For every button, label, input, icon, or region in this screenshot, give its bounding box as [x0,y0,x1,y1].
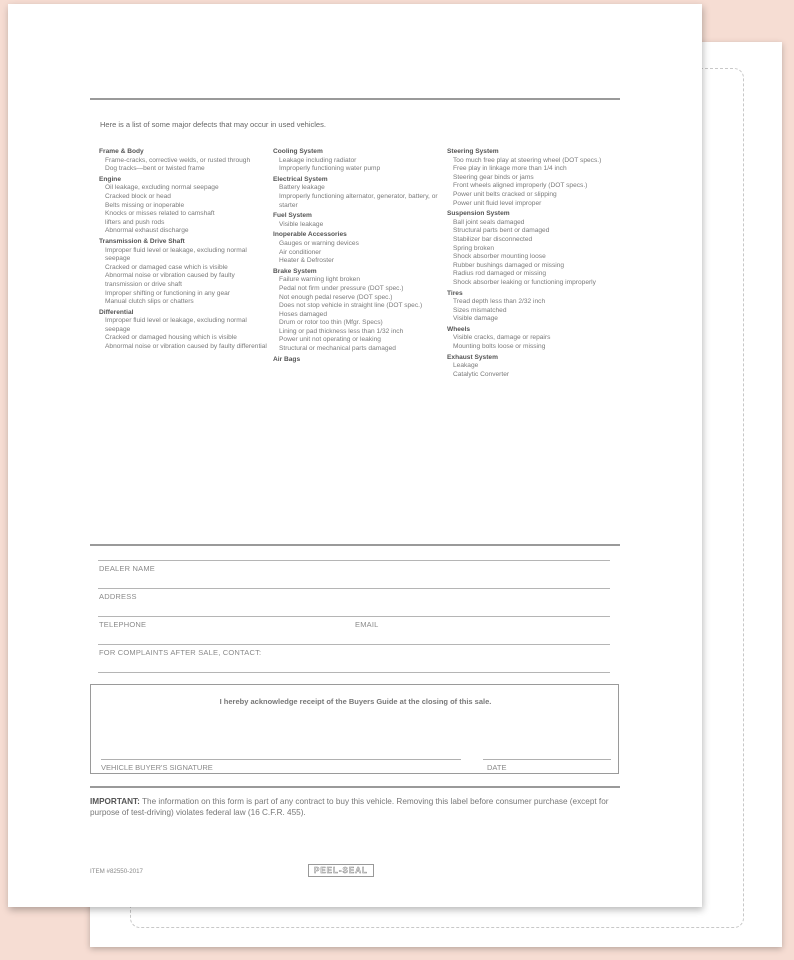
defect-item: Rubber bushings damaged or missing [453,261,565,269]
defect-item: Does not stop vehicle in straight line (DOT spec.) [279,302,423,310]
defect-item: Abnormal exhaust discharge [105,227,189,235]
defect-item: Power unit fluid level improper [453,199,542,207]
defect-section-title: Electrical System [273,175,328,183]
signature-line[interactable] [101,759,461,760]
defect-section-title: Steering System [447,148,499,155]
defect-item: Power unit belts cracked or slipping [453,190,557,198]
defect-item: Radius rod damaged or missing [453,270,547,278]
defect-section-title: Inoperable Accessories [273,231,347,239]
defect-item: Too much free play at steering wheel (DOT specs.) [453,156,602,164]
defect-item: Lining or pad thickness less than 1/32 inch [279,327,404,335]
defect-item: Tread depth less than 2/32 inch [453,298,546,306]
defect-section-title: Engine [99,175,121,183]
defect-item: Oil leakage, excluding normal seepage [105,184,219,192]
acknowledgment-box [90,684,619,774]
defect-item: Shock absorber mounting loose [453,253,546,261]
defect-item: Power unit not operating or leaking [279,336,381,344]
defect-section-title: Differential [99,308,134,316]
buyers-guide-page [8,4,702,907]
address-label: ADDRESS [99,592,137,601]
defect-section-title: Exhaust System [447,353,498,361]
defect-item: Leakage [453,362,479,370]
defect-item: Dog tracks—bent or twisted frame [105,165,205,173]
email-label: EMAIL [355,620,379,629]
defect-item: Knocks or misses related to camshaft [105,210,215,218]
address-line[interactable] [98,616,610,617]
defect-item: Structural or mechanical parts damaged [279,345,396,353]
defect-item: Structural parts bent or damaged [453,227,550,235]
defect-item: Improperly functioning water pump [279,165,381,173]
peel-seal-logo: PEEL-SEAL [308,864,374,877]
defect-item: Mounting bolts loose or missing [453,343,546,351]
defect-item: Front wheels aligned improperly (DOT specs.) [453,182,588,190]
defect-item: Improperly functioning alternator, generator, battery, or starter [279,192,438,209]
defect-item: Air conditioner [279,248,322,256]
defect-item: lifters and push rods [105,218,165,226]
defects-column-1 [99,148,269,352]
date-line[interactable] [483,759,611,760]
defect-item: Abnormal noise or vibration caused by faulty differential [105,343,267,351]
middle-rule [90,544,620,546]
defect-item: Stabilizer bar disconnected [453,235,533,243]
defect-item: Gauges or warning devices [279,239,359,247]
defect-item: Drum or rotor too thin (Mfgr. Specs) [279,319,383,327]
defect-section-title: Brake System [273,267,317,275]
signature-label: VEHICLE BUYER'S SIGNATURE [101,763,213,772]
defect-item: Manual clutch slips or chatters [105,298,194,306]
defects-column-2 [273,148,443,364]
defect-item: Sizes mismatched [453,306,507,314]
defect-item: Improper fluid level or leakage, excluding normal seepage [105,317,247,333]
defect-item: Improper shifting or functioning in any gear [105,289,230,297]
defect-section-title: Cooling System [273,148,323,155]
telephone-label: TELEPHONE [99,620,147,629]
defect-section-title: Wheels [447,325,471,333]
defect-section-title: Fuel System [273,212,312,220]
defect-section-title: Suspension System [447,210,510,218]
important-label: IMPORTANT: [90,797,140,806]
defect-item: Failure warning light broken [279,276,360,284]
dealer-name-label: DEALER NAME [99,564,155,573]
defect-item: Abnormal noise or vibration caused by faulty transmission or drive shaft [105,272,235,288]
defect-item: Spring broken [453,244,495,252]
defect-item: Ball joint seals damaged [453,218,525,226]
important-text: The information on this form is part of any contract to buy this vehicle. Removing this label before consumer purchase (except for purpose of test-driving) violates federal law (16 C.F.R. 455). [90,797,609,817]
complaints-line[interactable] [98,672,610,673]
date-label: DATE [487,763,507,772]
complaints-label: FOR COMPLAINTS AFTER SALE, CONTACT: [99,648,262,657]
defect-item: Hoses damaged [279,310,328,318]
defect-item: Shock absorber leaking or functioning improperly [453,278,596,286]
defect-item: Frame-cracks, corrective welds, or rusted through [105,156,251,164]
defect-item: Cracked or damaged housing which is visible [105,334,237,342]
dealer-name-line[interactable] [98,588,610,589]
important-notice [90,796,620,818]
defect-item: Visible cracks, damage or repairs [453,334,551,342]
defect-item: Battery leakage [279,184,325,192]
defect-item: Cracked block or head [105,192,171,200]
important-rule [90,786,620,788]
defect-item: Cracked or damaged case which is visible [105,263,228,271]
defects-column-3 [447,148,617,379]
defect-item: Catalytic Converter [453,370,510,378]
defect-item: Pedal not firm under pressure (DOT spec.) [279,284,404,292]
acknowledgment-text: I hereby acknowledge receipt of the Buyers Guide at the closing of this sale. [219,697,492,706]
item-number: ITEM #82550-2017 [90,868,143,875]
defect-section-title: Air Bags [273,355,301,363]
defect-section-title: Tires [447,289,463,297]
defect-section-title: Frame & Body [99,148,144,155]
defect-item: Heater & Defroster [279,257,334,265]
defect-item: Steering gear binds or jams [453,173,534,181]
telephone-email-line[interactable] [98,644,610,645]
defect-item: Free play in linkage more than 1/4 inch [453,165,567,173]
defect-item: Leakage including radiator [279,156,357,164]
top-rule [90,98,620,100]
defect-section-title: Transmission & Drive Shaft [99,237,185,245]
defect-item: Not enough pedal reserve (DOT spec.) [279,293,393,301]
defect-item: Belts missing or inoperable [105,201,185,209]
intro-text: Here is a list of some major defects that may occur in used vehicles. [100,120,326,129]
defect-item: Visible damage [453,315,498,323]
field-line [98,560,610,561]
defect-item: Improper fluid level or leakage, excluding normal seepage [105,246,247,263]
defect-item: Visible leakage [279,220,324,228]
